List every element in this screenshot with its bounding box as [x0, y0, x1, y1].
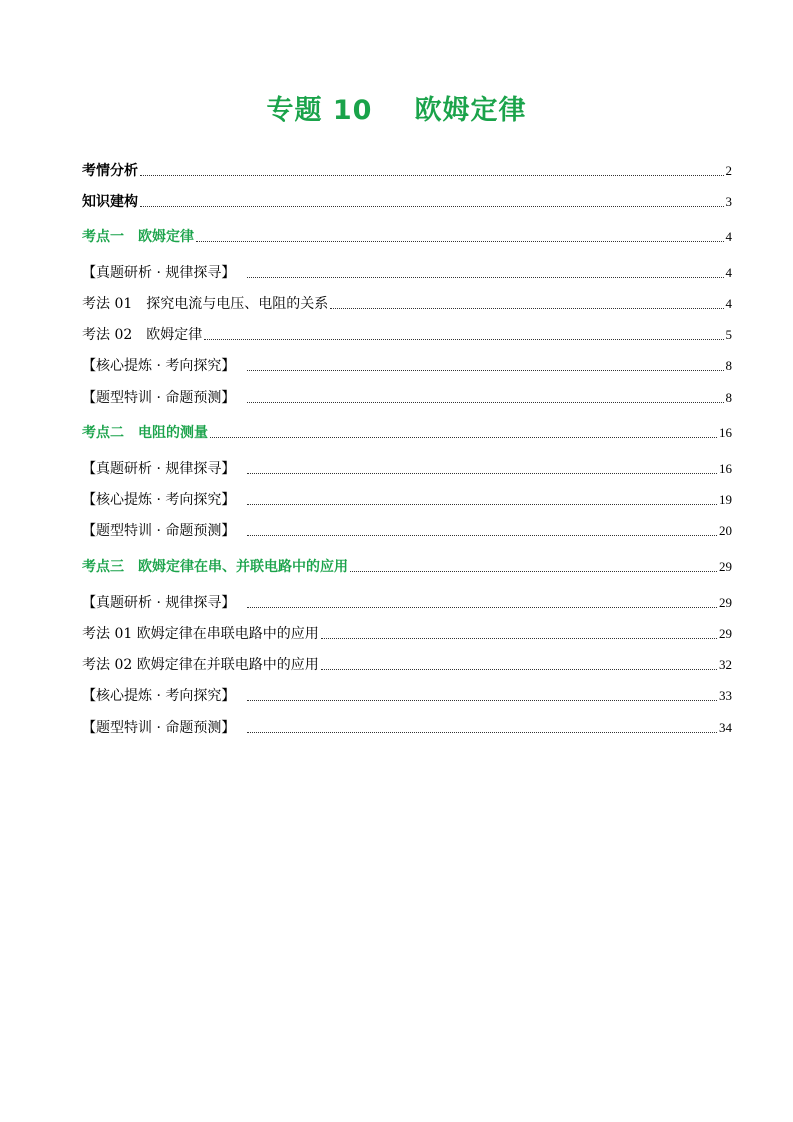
toc-entry-page: 29 — [719, 626, 732, 641]
toc-entry-label: 【题型特训 · 命题预测】 — [82, 390, 236, 406]
toc-entry[interactable] — [82, 619, 732, 643]
toc-entry-label: 【题型特训 · 命题预测】 — [82, 720, 236, 736]
toc-entry-label: 知识建构 — [82, 194, 138, 210]
toc-entry[interactable] — [82, 289, 732, 313]
toc-entry[interactable] — [82, 681, 732, 705]
toc-entry-page: 19 — [719, 492, 732, 507]
toc-entry-page: 3 — [725, 194, 732, 209]
toc-entry-label: 考点一 欧姆定律 — [82, 229, 194, 245]
toc-entry-label: 考点二 电阻的测量 — [82, 425, 208, 441]
toc-leader-dots — [204, 338, 723, 340]
toc-entry-page: 20 — [719, 523, 732, 538]
toc-entry-page: 4 — [725, 265, 732, 280]
toc-entry[interactable] — [82, 383, 732, 407]
toc-entry[interactable] — [82, 516, 732, 540]
toc-entry[interactable] — [82, 552, 732, 576]
toc-entry-label: 【核心提炼 · 考向探究】 — [82, 358, 236, 374]
toc-leader-dots — [247, 606, 717, 608]
toc-entry[interactable] — [82, 222, 732, 246]
toc-entry-label: 【真题研析 · 规律探寻】 — [82, 595, 236, 611]
toc-entry-page: 29 — [719, 595, 732, 610]
toc-entry[interactable] — [82, 713, 732, 737]
toc-leader-dots — [321, 637, 717, 639]
toc-entry-label: 考法 02 欧姆定律 — [82, 327, 203, 343]
toc-entry[interactable] — [82, 650, 732, 674]
toc-entry[interactable] — [82, 418, 732, 442]
toc-leader-dots — [247, 503, 717, 505]
toc-entry-page: 4 — [725, 229, 732, 244]
toc-entry-label: 【真题研析 · 规律探寻】 — [82, 265, 236, 281]
toc-leader-dots — [247, 276, 723, 278]
toc-entry-label: 【核心提炼 · 考向探究】 — [82, 688, 236, 704]
toc-entry-label: 【题型特训 · 命题预测】 — [82, 523, 236, 539]
toc-entry[interactable] — [82, 258, 732, 282]
toc-entry[interactable] — [82, 156, 732, 180]
toc-entry-label: 考情分析 — [82, 163, 138, 179]
toc-leader-dots — [247, 401, 723, 403]
toc-entry-page: 2 — [725, 163, 732, 178]
toc-entry-page: 16 — [719, 425, 732, 440]
toc-leader-dots — [247, 534, 717, 536]
toc-entry-label: 考法 01 探究电流与电压、电阻的关系 — [82, 296, 329, 312]
toc-leader-dots — [321, 668, 717, 670]
toc-entry[interactable] — [82, 320, 732, 344]
toc-entry[interactable] — [82, 588, 732, 612]
toc-entry-label: 考点三 欧姆定律在串、并联电路中的应用 — [82, 559, 348, 575]
title-topic-number: 专题 10 — [266, 95, 373, 126]
toc-entry[interactable] — [82, 485, 732, 509]
toc-leader-dots — [350, 570, 717, 572]
toc-leader-dots — [247, 472, 717, 474]
toc-leader-dots — [140, 205, 724, 207]
toc-entry[interactable] — [82, 351, 732, 375]
toc-leader-dots — [210, 436, 717, 438]
toc-leader-dots — [140, 174, 724, 176]
toc-entry-page: 5 — [725, 327, 732, 342]
toc-leader-dots — [196, 240, 724, 242]
toc-leader-dots — [247, 699, 717, 701]
toc-leader-dots — [330, 307, 723, 309]
toc-entry-page: 8 — [725, 358, 732, 373]
toc-entry-page: 4 — [725, 296, 732, 311]
toc-entry-label: 【真题研析 · 规律探寻】 — [82, 461, 236, 477]
toc-entry-label: 【核心提炼 · 考向探究】 — [82, 492, 236, 508]
page-title — [0, 88, 793, 127]
toc-entry-label: 考法 02 欧姆定律在并联电路中的应用 — [82, 657, 319, 673]
toc-entry[interactable] — [82, 187, 732, 211]
toc-entry-page: 34 — [719, 720, 732, 735]
toc-entry-page: 33 — [719, 688, 732, 703]
toc-entry-label: 考法 01 欧姆定律在串联电路中的应用 — [82, 626, 319, 642]
toc-leader-dots — [247, 369, 723, 371]
toc-entry[interactable] — [82, 454, 732, 478]
toc-leader-dots — [247, 731, 717, 733]
toc-entry-page: 29 — [719, 559, 732, 574]
toc-entry-page: 32 — [719, 657, 732, 672]
toc-entry-page: 8 — [725, 390, 732, 405]
toc-entry-page: 16 — [719, 461, 732, 476]
title-topic-name: 欧姆定律 — [414, 95, 527, 126]
